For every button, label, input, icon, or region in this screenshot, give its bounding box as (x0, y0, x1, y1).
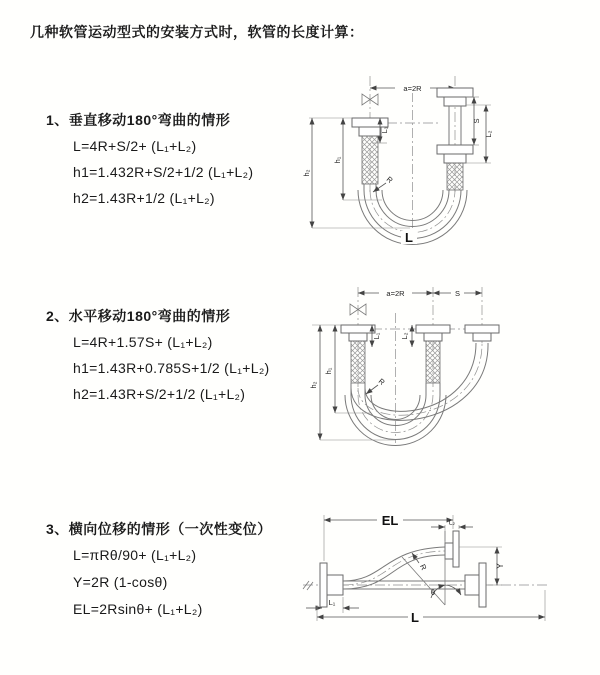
dim-label-r: R (418, 562, 429, 572)
braided-hose (447, 163, 463, 190)
dim-label-l: L (405, 230, 413, 245)
break-mark (303, 581, 313, 590)
flange (320, 563, 327, 607)
dim-label-r: R (384, 174, 395, 185)
section-1-heading: 1、垂直移动180°弯曲的情形 (46, 112, 231, 128)
diagram-vertical-180-bend (302, 72, 594, 262)
flange (444, 154, 466, 163)
dim-label-l2: L₂ (400, 332, 409, 340)
dim-label-a2r: a=2R (403, 84, 422, 93)
radius-leader (366, 385, 378, 394)
flange (465, 575, 479, 595)
dim-label-l1: L₁ (372, 332, 381, 340)
radius-leader (412, 553, 419, 563)
flange (465, 325, 499, 333)
right-hose-end (465, 563, 486, 607)
flange (437, 145, 473, 154)
dim-label-l2: L₂ (484, 130, 493, 138)
dim-label-l2: L₂ (448, 519, 456, 527)
section-2-formula-h2: h2=1.43R+S/2+1/2 (L₁+L₂) (73, 386, 246, 402)
dim-label-h1: h₁ (333, 156, 342, 164)
dim-label-h2: h₂ (302, 169, 311, 177)
flange (453, 531, 459, 567)
flange (359, 127, 381, 136)
flange (445, 543, 453, 559)
moved-hose-end (465, 325, 499, 341)
braided-hose (351, 341, 365, 383)
dim-label-l1: L₁ (380, 126, 389, 134)
dim-label-h1: h₁ (324, 367, 333, 375)
flange (444, 97, 466, 106)
hose-displaced-position (343, 547, 445, 589)
dim-label-l1: L₁ (328, 598, 336, 607)
displaced-hose-end (445, 531, 459, 567)
section-3-formula-el: EL=2Rsinθ+ (L₁+L₂) (73, 601, 203, 617)
dim-label-s: S (454, 289, 461, 298)
section-2-formula-l: L=4R+1.57S+ (L₁+L₂) (73, 334, 213, 350)
flange (352, 118, 388, 127)
flange (437, 88, 473, 97)
flange (424, 333, 442, 341)
dim-label-y: Y (495, 562, 505, 570)
flange (416, 325, 450, 333)
flange (479, 563, 486, 607)
section-2-heading: 2、水平移动180°弯曲的情形 (46, 308, 231, 324)
section-1-formula-l: L=4R+S/2+ (L₁+L₂) (73, 138, 197, 154)
flange (349, 333, 367, 341)
page-title: 几种软管运动型式的安装方式时，软管的长度计算： (30, 24, 364, 40)
dim-label-theta: θ (430, 588, 436, 597)
flange (327, 575, 343, 595)
section-3-formula-l: L=πRθ/90+ (L₁+L₂) (73, 547, 197, 563)
dim-label-el: EL (381, 513, 399, 528)
dim-label-r: R (376, 376, 387, 387)
section-3-heading: 3、横向位移的情形（一次性变位） (46, 521, 272, 537)
dim-label-s: S (472, 118, 481, 124)
dim-label-h2: h₂ (309, 381, 318, 389)
diagram-lateral-displacement (300, 505, 600, 670)
diagram-horizontal-180-bend (300, 283, 600, 478)
section-2-formula-h1: h1=1.43R+0.785S+1/2 (L₁+L₂) (73, 360, 270, 376)
dim-label-a2r: a=2R (386, 289, 405, 298)
hose-swung-position (351, 343, 488, 420)
section-1-formula-h1: h1=1.432R+S/2+1/2 (L₁+L₂) (73, 164, 254, 180)
braided-hose (426, 341, 440, 383)
angle-theta (402, 531, 461, 605)
flange (341, 325, 375, 333)
dim-label-l: L (411, 610, 419, 625)
section-1-formula-h2: h2=1.43R+1/2 (L₁+L₂) (73, 190, 215, 206)
flange (473, 333, 491, 341)
section-3-formula-y: Y=2R (1-cosθ) (73, 574, 168, 590)
